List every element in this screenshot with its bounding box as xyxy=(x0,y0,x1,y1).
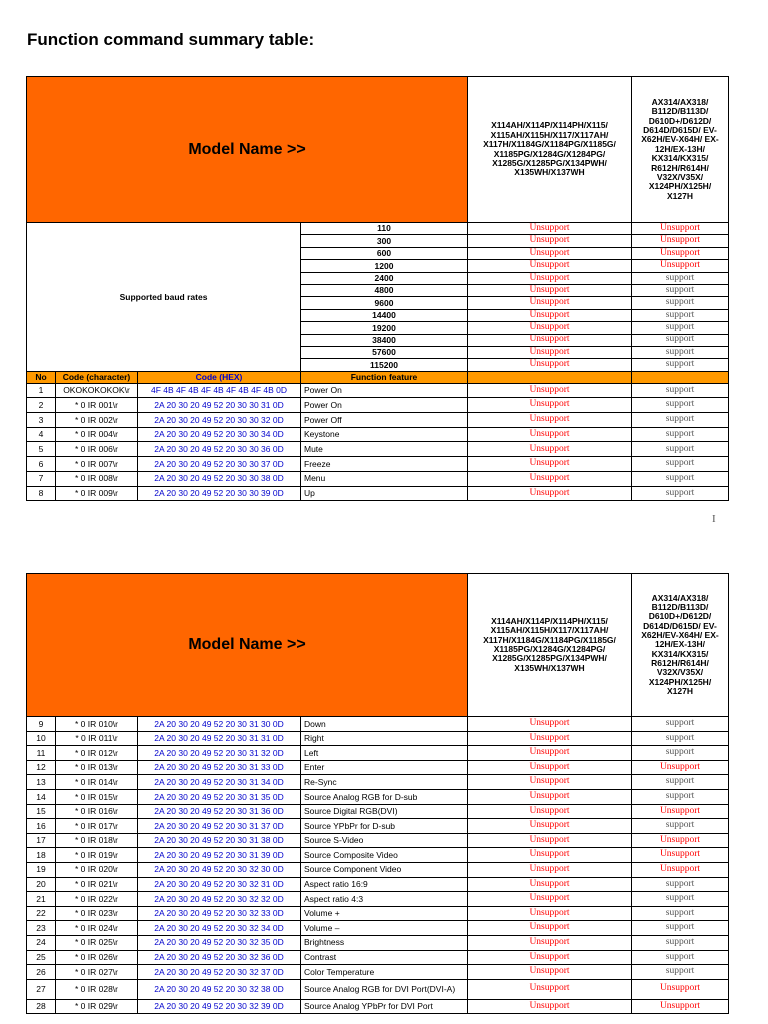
row-number: 16 xyxy=(27,819,56,834)
row-function-feature: Right xyxy=(301,731,468,746)
status-group-2: Unsupport xyxy=(632,833,729,848)
table-row xyxy=(27,442,729,457)
row-code-hex: 2A 20 30 20 49 52 20 30 31 37 0D xyxy=(138,819,301,834)
row-code-character: * 0 IR 021\r xyxy=(56,877,138,892)
row-function-feature: Aspect ratio 4:3 xyxy=(301,892,468,907)
page-mark: I xyxy=(712,513,716,525)
status-group-1: Unsupport xyxy=(468,746,632,761)
row-code-hex: 2A 20 30 20 49 52 20 30 32 32 0D xyxy=(138,892,301,907)
row-number: 8 xyxy=(27,486,56,501)
row-number: 23 xyxy=(27,921,56,936)
status-group-2: support xyxy=(632,486,729,501)
row-number: 5 xyxy=(27,442,56,457)
status-group-2: support xyxy=(632,731,729,746)
command-table-2 xyxy=(26,573,729,1014)
row-number: 17 xyxy=(27,833,56,848)
status-group-1: Unsupport xyxy=(468,398,632,413)
row-function-feature: Source Component Video xyxy=(301,862,468,877)
row-code-character: * 0 IR 012\r xyxy=(56,746,138,761)
row-number: 4 xyxy=(27,427,56,442)
table-row xyxy=(27,935,729,950)
column-header-hex: Code (HEX) xyxy=(138,371,301,383)
status-group-2: support xyxy=(632,334,729,346)
row-code-hex: 2A 20 30 20 49 52 20 30 32 31 0D xyxy=(138,877,301,892)
row-code-character: * 0 IR 007\r xyxy=(56,457,138,472)
row-code-character: * 0 IR 020\r xyxy=(56,862,138,877)
status-group-1: Unsupport xyxy=(468,235,632,247)
row-code-hex: 2A 20 30 20 49 52 20 30 31 33 0D xyxy=(138,760,301,775)
baud-row xyxy=(27,223,729,235)
row-number: 19 xyxy=(27,862,56,877)
status-group-1: Unsupport xyxy=(468,892,632,907)
row-code-character: * 0 IR 011\r xyxy=(56,731,138,746)
table-row xyxy=(27,427,729,442)
model-group-1-header: X114AH/X114P/X114PH/X115/ X115AH/X115H/X117/X117AH/ X117H/X1184G/X1184PG/X1185G/ X1185PG/X1284G/X1284PG/ X1285G/X1285PG/X134PWH/ X135WH/X137WH xyxy=(468,574,632,717)
baud-rates-label: Supported baud rates xyxy=(27,223,301,372)
table-row xyxy=(27,413,729,428)
model-name-header: Model Name >> xyxy=(27,574,468,717)
row-code-character: * 0 IR 002\r xyxy=(56,413,138,428)
row-code-character: * 0 IR 028\r xyxy=(56,979,138,999)
row-number: 13 xyxy=(27,775,56,790)
baud-rate-value: 14400 xyxy=(301,309,468,321)
baud-rate-value: 110 xyxy=(301,223,468,235)
status-group-1: Unsupport xyxy=(468,383,632,398)
model-group-2-header: AX314/AX318/ B112D/B113D/ D610D+/D612D/ D614D/D615D/ EV-X62H/EV-X64H/ EX-12H/EX-13H/ KX314/KX315/ R612H/R614H/ V32X/V35X/ X124PH/X125H/ X127H xyxy=(632,77,729,223)
row-function-feature: Down xyxy=(301,717,468,732)
row-code-character: OKOKOKOKOK\r xyxy=(56,383,138,398)
status-group-1: Unsupport xyxy=(468,999,632,1014)
status-group-2: support xyxy=(632,442,729,457)
baud-rate-value: 1200 xyxy=(301,260,468,272)
table-row xyxy=(27,979,729,999)
status-group-2: Unsupport xyxy=(632,760,729,775)
status-group-1: Unsupport xyxy=(468,247,632,259)
status-group-2: support xyxy=(632,877,729,892)
table-row xyxy=(27,965,729,980)
status-group-1: Unsupport xyxy=(468,935,632,950)
status-group-2: Unsupport xyxy=(632,848,729,863)
status-group-2: support xyxy=(632,346,729,358)
status-group-2: Unsupport xyxy=(632,223,729,235)
status-group-1: Unsupport xyxy=(468,731,632,746)
baud-rate-value: 2400 xyxy=(301,272,468,284)
status-group-2: Unsupport xyxy=(632,260,729,272)
table-row xyxy=(27,804,729,819)
row-function-feature: Source Analog YPbPr for DVI Port xyxy=(301,999,468,1014)
row-number: 22 xyxy=(27,906,56,921)
status-group-1: Unsupport xyxy=(468,427,632,442)
row-number: 12 xyxy=(27,760,56,775)
row-code-hex: 4F 4B 4F 4B 4F 4B 4F 4B 4F 4B 0D xyxy=(138,383,301,398)
row-code-character: * 0 IR 015\r xyxy=(56,789,138,804)
row-code-hex: 2A 20 30 20 49 52 20 30 32 35 0D xyxy=(138,935,301,950)
status-group-1: Unsupport xyxy=(468,775,632,790)
row-function-feature: Color Temperature xyxy=(301,965,468,980)
row-code-character: * 0 IR 006\r xyxy=(56,442,138,457)
row-function-feature: Source Digital RGB(DVI) xyxy=(301,804,468,819)
status-group-1: Unsupport xyxy=(468,284,632,296)
row-number: 3 xyxy=(27,413,56,428)
page-title: Function command summary table: xyxy=(27,30,315,49)
row-number: 24 xyxy=(27,935,56,950)
status-group-2: support xyxy=(632,819,729,834)
status-group-2: support xyxy=(632,457,729,472)
table-row xyxy=(27,906,729,921)
baud-rate-value: 57600 xyxy=(301,346,468,358)
row-number: 2 xyxy=(27,398,56,413)
row-function-feature: Power On xyxy=(301,398,468,413)
row-function-feature: Brightness xyxy=(301,935,468,950)
row-number: 25 xyxy=(27,950,56,965)
status-group-2: support xyxy=(632,359,729,371)
model-group-2-header: AX314/AX318/ B112D/B113D/ D610D+/D612D/ D614D/D615D/ EV-X62H/EV-X64H/ EX-12H/EX-13H/ KX314/KX315/ R612H/R614H/ V32X/V35X/ X124PH/X125H/ X127H xyxy=(632,574,729,717)
row-code-character: * 0 IR 029\r xyxy=(56,999,138,1014)
row-function-feature: Up xyxy=(301,486,468,501)
row-code-character: * 0 IR 022\r xyxy=(56,892,138,907)
model-group-1-header: X114AH/X114P/X114PH/X115/ X115AH/X115H/X117/X117AH/ X117H/X1184G/X1184PG/X1185G/ X1185PG/X1284G/X1284PG/ X1285G/X1285PG/X134PWH/ X135WH/X137WH xyxy=(468,77,632,223)
row-code-hex: 2A 20 30 20 49 52 20 30 31 34 0D xyxy=(138,775,301,790)
status-group-1: Unsupport xyxy=(468,979,632,999)
row-code-hex: 2A 20 30 20 49 52 20 30 30 36 0D xyxy=(138,442,301,457)
status-group-2: support xyxy=(632,892,729,907)
column-header-no: No xyxy=(27,371,56,383)
row-code-character: * 0 IR 001\r xyxy=(56,398,138,413)
row-function-feature: Mute xyxy=(301,442,468,457)
row-number: 9 xyxy=(27,717,56,732)
row-function-feature: Left xyxy=(301,746,468,761)
row-function-feature: Freeze xyxy=(301,457,468,472)
status-group-2: Unsupport xyxy=(632,999,729,1014)
column-header-feature: Function feature xyxy=(301,371,468,383)
status-group-1: Unsupport xyxy=(468,346,632,358)
status-group-2: support xyxy=(632,272,729,284)
status-group-1: Unsupport xyxy=(468,309,632,321)
status-group-2: support xyxy=(632,398,729,413)
status-group-1: Unsupport xyxy=(468,862,632,877)
row-number: 20 xyxy=(27,877,56,892)
row-code-hex: 2A 20 30 20 49 52 20 30 30 32 0D xyxy=(138,413,301,428)
row-code-character: * 0 IR 010\r xyxy=(56,717,138,732)
row-code-character: * 0 IR 017\r xyxy=(56,819,138,834)
status-group-1: Unsupport xyxy=(468,717,632,732)
status-group-1: Unsupport xyxy=(468,442,632,457)
table-row xyxy=(27,950,729,965)
status-group-1: Unsupport xyxy=(468,297,632,309)
row-number: 26 xyxy=(27,965,56,980)
table-row xyxy=(27,398,729,413)
row-code-character: * 0 IR 014\r xyxy=(56,775,138,790)
column-header-group-1 xyxy=(468,371,632,383)
table-row xyxy=(27,848,729,863)
status-group-2: Unsupport xyxy=(632,862,729,877)
table-row xyxy=(27,921,729,936)
row-code-character: * 0 IR 008\r xyxy=(56,471,138,486)
table-row xyxy=(27,457,729,472)
row-code-character: * 0 IR 023\r xyxy=(56,906,138,921)
row-code-hex: 2A 20 30 20 49 52 20 30 32 37 0D xyxy=(138,965,301,980)
row-function-feature: Source S-Video xyxy=(301,833,468,848)
row-function-feature: Power Off xyxy=(301,413,468,428)
table-row xyxy=(27,775,729,790)
model-name-header: Model Name >> xyxy=(27,77,468,223)
status-group-2: Unsupport xyxy=(632,979,729,999)
baud-rate-value: 300 xyxy=(301,235,468,247)
row-code-hex: 2A 20 30 20 49 52 20 30 30 37 0D xyxy=(138,457,301,472)
row-function-feature: Enter xyxy=(301,760,468,775)
row-code-hex: 2A 20 30 20 49 52 20 30 31 30 0D xyxy=(138,717,301,732)
status-group-2: support xyxy=(632,309,729,321)
table-row xyxy=(27,760,729,775)
status-group-2: support xyxy=(632,746,729,761)
table-row xyxy=(27,999,729,1014)
status-group-1: Unsupport xyxy=(468,457,632,472)
status-group-1: Unsupport xyxy=(468,334,632,346)
status-group-1: Unsupport xyxy=(468,359,632,371)
row-code-hex: 2A 20 30 20 49 52 20 30 31 32 0D xyxy=(138,746,301,761)
status-group-2: support xyxy=(632,935,729,950)
row-code-character: * 0 IR 024\r xyxy=(56,921,138,936)
table-row xyxy=(27,383,729,398)
table-row xyxy=(27,789,729,804)
table-row xyxy=(27,833,729,848)
status-group-1: Unsupport xyxy=(468,760,632,775)
row-code-hex: 2A 20 30 20 49 52 20 30 32 34 0D xyxy=(138,921,301,936)
status-group-2: support xyxy=(632,427,729,442)
status-group-2: support xyxy=(632,789,729,804)
row-code-character: * 0 IR 027\r xyxy=(56,965,138,980)
row-code-hex: 2A 20 30 20 49 52 20 30 31 35 0D xyxy=(138,789,301,804)
column-header-code: Code (character) xyxy=(56,371,138,383)
row-function-feature: Power On xyxy=(301,383,468,398)
row-function-feature: Source YPbPr for D-sub xyxy=(301,819,468,834)
status-group-2: support xyxy=(632,284,729,296)
status-group-2: support xyxy=(632,322,729,334)
status-group-1: Unsupport xyxy=(468,322,632,334)
row-code-character: * 0 IR 019\r xyxy=(56,848,138,863)
status-group-2: support xyxy=(632,906,729,921)
status-group-2: support xyxy=(632,717,729,732)
column-header-row xyxy=(27,371,729,383)
table-row xyxy=(27,717,729,732)
status-group-2: Unsupport xyxy=(632,235,729,247)
row-code-hex: 2A 20 30 20 49 52 20 30 32 36 0D xyxy=(138,950,301,965)
status-group-1: Unsupport xyxy=(468,921,632,936)
row-code-hex: 2A 20 30 20 49 52 20 30 32 38 0D xyxy=(138,979,301,999)
status-group-1: Unsupport xyxy=(468,819,632,834)
status-group-2: support xyxy=(632,965,729,980)
status-group-2: support xyxy=(632,297,729,309)
row-function-feature: Re-Sync xyxy=(301,775,468,790)
row-code-character: * 0 IR 016\r xyxy=(56,804,138,819)
status-group-1: Unsupport xyxy=(468,950,632,965)
row-code-hex: 2A 20 30 20 49 52 20 30 30 31 0D xyxy=(138,398,301,413)
status-group-1: Unsupport xyxy=(468,486,632,501)
row-function-feature: Menu xyxy=(301,471,468,486)
row-function-feature: Volume – xyxy=(301,921,468,936)
status-group-1: Unsupport xyxy=(468,260,632,272)
row-code-character: * 0 IR 009\r xyxy=(56,486,138,501)
column-header-group-2 xyxy=(632,371,729,383)
status-group-1: Unsupport xyxy=(468,804,632,819)
baud-rate-value: 115200 xyxy=(301,359,468,371)
status-group-1: Unsupport xyxy=(468,223,632,235)
status-group-2: Unsupport xyxy=(632,804,729,819)
row-number: 10 xyxy=(27,731,56,746)
row-code-hex: 2A 20 30 20 49 52 20 30 32 30 0D xyxy=(138,862,301,877)
table-row xyxy=(27,862,729,877)
status-group-1: Unsupport xyxy=(468,965,632,980)
row-number: 18 xyxy=(27,848,56,863)
table-row xyxy=(27,819,729,834)
status-group-1: Unsupport xyxy=(468,877,632,892)
row-code-character: * 0 IR 004\r xyxy=(56,427,138,442)
table-row xyxy=(27,746,729,761)
row-code-hex: 2A 20 30 20 49 52 20 30 31 31 0D xyxy=(138,731,301,746)
command-table-1 xyxy=(26,76,729,501)
baud-rate-value: 600 xyxy=(301,247,468,259)
status-group-2: support xyxy=(632,471,729,486)
baud-rate-value: 19200 xyxy=(301,322,468,334)
row-code-hex: 2A 20 30 20 49 52 20 30 32 33 0D xyxy=(138,906,301,921)
row-code-character: * 0 IR 018\r xyxy=(56,833,138,848)
baud-rate-value: 9600 xyxy=(301,297,468,309)
status-group-1: Unsupport xyxy=(468,906,632,921)
row-code-character: * 0 IR 026\r xyxy=(56,950,138,965)
status-group-1: Unsupport xyxy=(468,833,632,848)
status-group-1: Unsupport xyxy=(468,848,632,863)
row-code-hex: 2A 20 30 20 49 52 20 30 31 39 0D xyxy=(138,848,301,863)
status-group-2: support xyxy=(632,383,729,398)
row-function-feature: Volume + xyxy=(301,906,468,921)
status-group-1: Unsupport xyxy=(468,789,632,804)
row-number: 6 xyxy=(27,457,56,472)
status-group-1: Unsupport xyxy=(468,471,632,486)
row-code-character: * 0 IR 013\r xyxy=(56,760,138,775)
row-function-feature: Aspect ratio 16:9 xyxy=(301,877,468,892)
row-number: 21 xyxy=(27,892,56,907)
row-number: 7 xyxy=(27,471,56,486)
row-function-feature: Source Analog RGB for D-sub xyxy=(301,789,468,804)
row-number: 27 xyxy=(27,979,56,999)
table-row xyxy=(27,877,729,892)
row-number: 28 xyxy=(27,999,56,1014)
table-row xyxy=(27,471,729,486)
baud-rate-value: 38400 xyxy=(301,334,468,346)
row-code-hex: 2A 20 30 20 49 52 20 30 30 34 0D xyxy=(138,427,301,442)
status-group-2: support xyxy=(632,775,729,790)
status-group-2: Unsupport xyxy=(632,247,729,259)
row-function-feature: Contrast xyxy=(301,950,468,965)
row-code-hex: 2A 20 30 20 49 52 20 30 32 39 0D xyxy=(138,999,301,1014)
row-code-character: * 0 IR 025\r xyxy=(56,935,138,950)
row-number: 11 xyxy=(27,746,56,761)
row-function-feature: Keystone xyxy=(301,427,468,442)
table-row xyxy=(27,892,729,907)
row-code-hex: 2A 20 30 20 49 52 20 30 30 38 0D xyxy=(138,471,301,486)
status-group-1: Unsupport xyxy=(468,413,632,428)
row-number: 14 xyxy=(27,789,56,804)
row-code-hex: 2A 20 30 20 49 52 20 30 30 39 0D xyxy=(138,486,301,501)
row-number: 1 xyxy=(27,383,56,398)
row-code-hex: 2A 20 30 20 49 52 20 30 31 36 0D xyxy=(138,804,301,819)
row-function-feature: Source Analog RGB for DVI Port(DVI-A) xyxy=(301,979,468,999)
row-function-feature: Source Composite Video xyxy=(301,848,468,863)
table-row xyxy=(27,731,729,746)
row-number: 15 xyxy=(27,804,56,819)
table-row xyxy=(27,486,729,501)
status-group-2: support xyxy=(632,413,729,428)
baud-rate-value: 4800 xyxy=(301,284,468,296)
status-group-2: support xyxy=(632,921,729,936)
status-group-2: support xyxy=(632,950,729,965)
status-group-1: Unsupport xyxy=(468,272,632,284)
row-code-hex: 2A 20 30 20 49 52 20 30 31 38 0D xyxy=(138,833,301,848)
